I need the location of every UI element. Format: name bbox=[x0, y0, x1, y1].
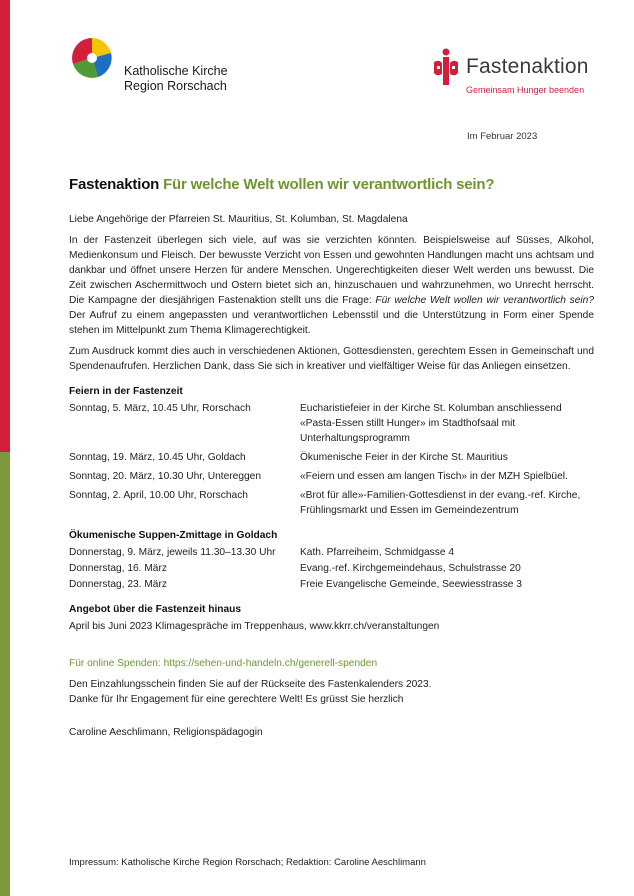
impressum: Impressum: Katholische Kirche Region Rorschach; Redaktion: Caroline Aeschlimann bbox=[69, 857, 426, 868]
section-title-feiern: Feiern in der Fastenzeit bbox=[69, 386, 183, 397]
paragraph-1 bbox=[69, 233, 594, 338]
section-title-angebot: Angebot über die Fastenzeit hinaus bbox=[69, 604, 242, 615]
paragraph-1-italic: Für welche Welt wollen wir verantwortlich sein? bbox=[375, 295, 595, 306]
paragraph-2: Zum Ausdruck kommt dies auch in verschiedenen Aktionen, Gottesdiensten, gerechtem Essen in Gemeinschaft und Spendenaufrufen. Herzlichen Dank, dass Sie sich in kreativer und vielfältiger Weise für das Anliegen einsetzen. bbox=[69, 346, 594, 372]
event-row bbox=[69, 469, 594, 484]
event-when: Sonntag, 2. April, 10.00 Uhr, Rorschach bbox=[69, 490, 248, 501]
event-what: Ökumenische Feier in der Kirche St. Mauritius bbox=[300, 452, 508, 463]
signature: Caroline Aeschlimann, Religionspädagogin bbox=[69, 727, 263, 738]
event-list-feiern bbox=[69, 401, 594, 518]
left-red-bar bbox=[0, 0, 10, 452]
event-what: Evang.-ref. Kirchgemeindehaus, Schulstrasse 20 bbox=[300, 563, 521, 574]
fastenaktion-name: Fastenaktion bbox=[466, 55, 589, 78]
section-title-suppe: Ökumenische Suppen-Zmittage in Goldach bbox=[69, 530, 278, 541]
letter-body bbox=[69, 212, 594, 740]
greeting: Liebe Angehörige der Pfarreien St. Mauritius, St. Kolumban, St. Magdalena bbox=[69, 214, 408, 225]
fastenaktion-logo-icon bbox=[430, 48, 462, 88]
closing-text: Danke für Ihr Engagement für eine gerechtere Welt! Es grüsst Sie herzlich bbox=[69, 694, 404, 705]
event-when: Sonntag, 5. März, 10.45 Uhr, Rorschach bbox=[69, 403, 251, 414]
event-when: Sonntag, 20. März, 10.30 Uhr, Untereggen bbox=[69, 471, 261, 482]
church-name-line2: Region Rorschach bbox=[124, 79, 227, 93]
church-name-line1: Katholische Kirche bbox=[124, 64, 228, 78]
event-when: Donnerstag, 9. März, jeweils 11.30–13.30 Uhr bbox=[69, 547, 276, 558]
event-row bbox=[69, 577, 594, 592]
church-logo-icon bbox=[70, 36, 114, 80]
event-what: «Feiern und essen am langen Tisch» in der MZH Spielbüel. bbox=[300, 471, 568, 482]
fastenaktion-tagline: Gemeinsam Hunger beenden bbox=[466, 85, 585, 95]
paragraph-1-part-b: Der Aufruf zu einem angepassten und verantwortlichen Lebensstil und die Unterstützung in Form einer Spende stehen im Mittelpunkt zum Thema Klimagerechtigkeit. bbox=[69, 310, 594, 336]
event-list-suppe bbox=[69, 545, 594, 592]
event-what: Kath. Pfarreiheim, Schmidgasse 4 bbox=[300, 547, 455, 558]
page-title-prefix: Fastenaktion bbox=[69, 176, 160, 193]
event-what: Freie Evangelische Gemeinde, Seewiesstrasse 3 bbox=[300, 579, 522, 590]
event-row bbox=[69, 450, 594, 465]
event-row bbox=[69, 561, 594, 576]
einzahlung-text: Den Einzahlungsschein finden Sie auf der Rückseite des Fastenkalenders 2023. bbox=[69, 679, 432, 690]
event-when: Donnerstag, 16. März bbox=[69, 563, 167, 574]
angebot-text: April bis Juni 2023 Klimagespräche im Treppenhaus, www.kkrr.ch/veranstaltungen bbox=[69, 621, 440, 632]
page-title-question: Für welche Welt wollen wir verantwortlich sein? bbox=[163, 176, 495, 193]
event-when: Sonntag, 19. März, 10.45 Uhr, Goldach bbox=[69, 452, 246, 463]
letter-date: Im Februar 2023 bbox=[467, 131, 538, 142]
event-row bbox=[69, 545, 594, 560]
event-what: «Brot für alle»-Familien-Gottesdienst in der evang.-ref. Kirche, Frühlingsmarkt und Essen im Gemeindezentrum bbox=[300, 490, 581, 516]
event-what: Eucharistiefeier in der Kirche St. Kolumban anschliessend «Pasta-Essen stillt Hunger» im Stadthofsaal mit Unterhaltungsprogramm bbox=[300, 403, 562, 444]
online-donation-link[interactable]: Für online Spenden: https://sehen-und-handeln.ch/generell-spenden bbox=[69, 658, 378, 669]
church-name bbox=[124, 64, 228, 94]
page-title bbox=[69, 176, 494, 193]
event-row bbox=[69, 401, 594, 446]
paragraph-1-part-a: In der Fastenzeit überlegen sich viele, auf was sie verzichten könnten. Beispielsweise auf Süsses, Alkohol, Medienkonsum und Fleisch. Der bewusste Verzicht von Essen und gewohnten Handlungen macht uns achtsam und dankbar und öffnet unsere Herzen für andere Menschen. Ungerechtigkeiten dieser Welt werden uns bewusst. Die Zeit zwischen Aschermittwoch und Ostern bietet sich an, hinzuschauen und wahrzunehmen, wo Unrecht herrscht. Die Kampagne der diesjährigen Fastenaktion stellt uns die Frage: bbox=[69, 235, 594, 306]
event-when: Donnerstag, 23. März bbox=[69, 579, 167, 590]
event-row bbox=[69, 488, 594, 518]
left-green-bar bbox=[0, 452, 10, 896]
